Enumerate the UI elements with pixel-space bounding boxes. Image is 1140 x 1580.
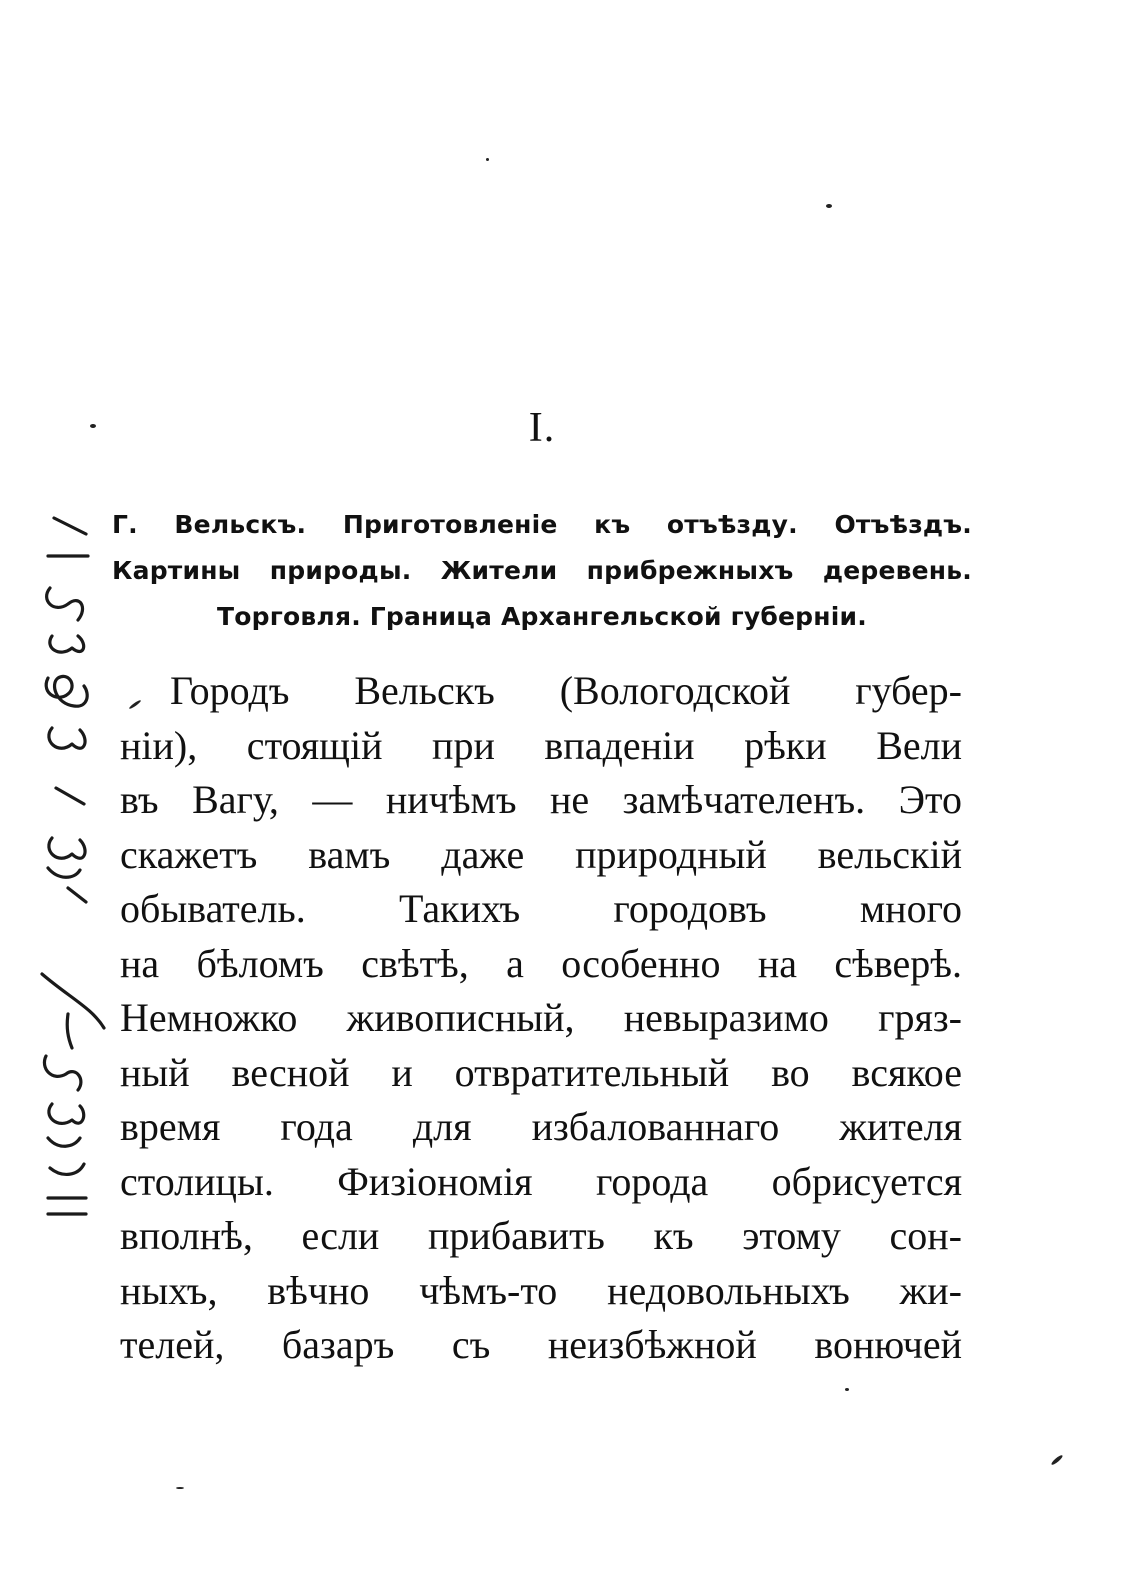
- chapter-summary: [112, 502, 972, 640]
- body-line: на бѣломъ свѣтѣ, а особенно на сѣверѣ.: [120, 940, 962, 986]
- summary-line: Г. Вельскъ. Приготовленіе къ отъѣзду. Отъѣздъ.: [112, 510, 972, 539]
- summary-line: Картины природы. Жители прибрежныхъ деревень.: [112, 556, 972, 585]
- body-line: Городъ Вельскъ (Вологодской губер-: [170, 668, 962, 713]
- scan-speck: [1050, 1454, 1063, 1466]
- scan-speck: [90, 424, 96, 428]
- body-paragraph: [120, 664, 962, 1373]
- body-line: ніи), стоящій при впаденіи рѣки Вели: [120, 722, 962, 768]
- scan-speck: [845, 1388, 849, 1391]
- body-line: телей, базаръ съ неизбѣжной вонючей: [120, 1322, 962, 1367]
- scan-speck: [826, 204, 832, 208]
- scan-speck: [176, 1487, 184, 1489]
- body-line: въ Вагу, — ничѣмъ не замѣчателенъ. Это: [120, 777, 962, 822]
- body-line: вполнѣ, если прибавить къ этому сон-: [120, 1213, 962, 1258]
- body-line: обыватель. Такихъ городовъ много: [120, 886, 962, 931]
- handwritten-call-number: [28, 508, 124, 1248]
- summary-line: Торговля. Граница Архангельской губерніи.: [217, 602, 867, 631]
- body-line: скажетъ вамъ даже природный вельскій: [120, 831, 962, 877]
- chapter-number: I.: [528, 405, 556, 451]
- body-line: Немножко живописный, невыразимо гряз-: [120, 995, 962, 1040]
- body-line: время года для избалованнаго жителя: [120, 1104, 962, 1149]
- body-line: ныхъ, вѣчно чѣмъ-то недовольныхъ жи-: [120, 1267, 962, 1313]
- body-line: ный весной и отвратительный во всякое: [120, 1049, 962, 1095]
- scan-speck: [486, 158, 489, 161]
- body-line: столицы. Физіономія города обрисуется: [120, 1158, 962, 1204]
